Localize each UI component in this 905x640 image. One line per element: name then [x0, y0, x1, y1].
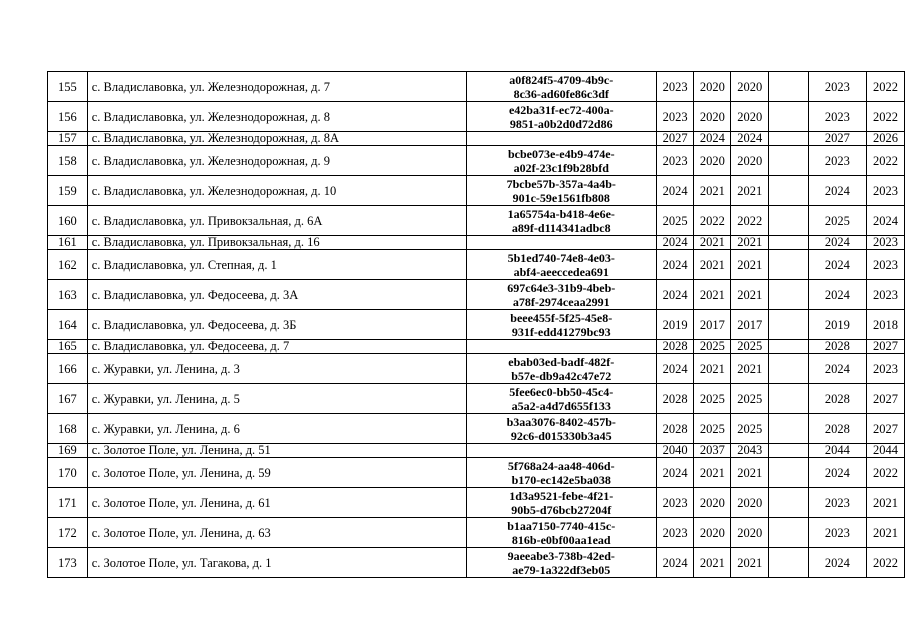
- year-cell-2: 2021: [694, 176, 731, 206]
- year-cell-1: 2024: [656, 176, 694, 206]
- address-cell: с. Журавки, ул. Ленина, д. 3: [87, 354, 466, 384]
- guid-line-2: b170-ec142e5ba038: [511, 472, 611, 487]
- row-number: 166: [48, 354, 88, 384]
- year-cell-1: 2024: [656, 548, 694, 578]
- fias-guid-cell: [466, 206, 656, 236]
- year-cell-1: 2028: [656, 384, 694, 414]
- fias-guid-cell: [466, 176, 656, 206]
- year-cell-4: [769, 488, 808, 518]
- row-number: 167: [48, 384, 88, 414]
- year-cell-3: 2024: [731, 132, 769, 146]
- year-cell-5: 2028: [808, 384, 867, 414]
- year-cell-6: 2023: [867, 354, 905, 384]
- table-row: [48, 176, 905, 206]
- fias-guid-cell: [466, 488, 656, 518]
- row-number: 156: [48, 102, 88, 132]
- guid-line-1: ebab03ed-badf-482f-: [508, 354, 615, 369]
- guid-line-1: 5b1ed740-74e8-4e03-: [507, 250, 615, 265]
- guid-line-2: a02f-23c1f9b28bfd: [513, 160, 609, 175]
- fias-guid-cell: [466, 146, 656, 176]
- table-row: [48, 384, 905, 414]
- year-cell-4: [769, 236, 808, 250]
- year-cell-4: [769, 310, 808, 340]
- row-number: 172: [48, 518, 88, 548]
- year-cell-6: 2022: [867, 72, 905, 102]
- guid-line-2: 90b5-d76bcb27204f: [511, 502, 612, 517]
- year-cell-4: [769, 384, 808, 414]
- row-number: 165: [48, 340, 88, 354]
- year-cell-6: 2021: [867, 488, 905, 518]
- year-cell-1: 2023: [656, 488, 694, 518]
- year-cell-3: 2021: [731, 458, 769, 488]
- year-cell-5: 2023: [808, 102, 867, 132]
- table-row: [48, 414, 905, 444]
- year-cell-2: 2021: [694, 548, 731, 578]
- year-cell-4: [769, 444, 808, 458]
- fias-guid-cell: [466, 354, 656, 384]
- address-cell: с. Владиславовка, ул. Федосеева, д. 3А: [87, 280, 466, 310]
- table-body: [48, 72, 905, 578]
- address-cell: с. Журавки, ул. Ленина, д. 6: [87, 414, 466, 444]
- housing-table: [47, 71, 905, 578]
- row-number: 158: [48, 146, 88, 176]
- year-cell-6: 2024: [867, 206, 905, 236]
- address-cell: с. Владиславовка, ул. Привокзальная, д. 6А: [87, 206, 466, 236]
- year-cell-5: 2024: [808, 236, 867, 250]
- year-cell-1: 2024: [656, 354, 694, 384]
- year-cell-3: 2017: [731, 310, 769, 340]
- table-row: [48, 72, 905, 102]
- table-row: [48, 250, 905, 280]
- year-cell-3: 2020: [731, 72, 769, 102]
- guid-line-1: 1a65754a-b418-4e6e-: [507, 206, 615, 221]
- year-cell-4: [769, 72, 808, 102]
- year-cell-4: [769, 458, 808, 488]
- year-cell-4: [769, 340, 808, 354]
- guid-line-2: 816b-e0bf00aa1ead: [511, 532, 611, 547]
- year-cell-6: 2022: [867, 458, 905, 488]
- table-row: [48, 518, 905, 548]
- year-cell-2: 2020: [694, 488, 731, 518]
- year-cell-2: 2020: [694, 72, 731, 102]
- year-cell-1: 2028: [656, 340, 694, 354]
- year-cell-2: 2037: [694, 444, 731, 458]
- fias-guid-cell: [466, 310, 656, 340]
- year-cell-5: 2024: [808, 280, 867, 310]
- row-number: 155: [48, 72, 88, 102]
- table-row: [48, 132, 905, 146]
- address-cell: с. Владиславовка, ул. Железнодорожная, д. 9: [87, 146, 466, 176]
- year-cell-3: 2025: [731, 384, 769, 414]
- year-cell-4: [769, 176, 808, 206]
- year-cell-1: 2024: [656, 458, 694, 488]
- guid-line-2: abf4-aeeccedea691: [513, 264, 609, 279]
- year-cell-2: 2025: [694, 384, 731, 414]
- year-cell-6: 2027: [867, 384, 905, 414]
- year-cell-1: 2024: [656, 236, 694, 250]
- year-cell-4: [769, 280, 808, 310]
- row-number: 169: [48, 444, 88, 458]
- table-row: [48, 206, 905, 236]
- year-cell-5: 2025: [808, 206, 867, 236]
- year-cell-4: [769, 354, 808, 384]
- year-cell-2: 2021: [694, 280, 731, 310]
- table-row: [48, 146, 905, 176]
- fias-guid-cell: [466, 280, 656, 310]
- fias-guid-cell: [466, 250, 656, 280]
- year-cell-4: [769, 250, 808, 280]
- year-cell-5: 2019: [808, 310, 867, 340]
- table-row: [48, 236, 905, 250]
- fias-guid-cell: [466, 72, 656, 102]
- year-cell-1: 2023: [656, 518, 694, 548]
- guid-line-1: e42ba31f-ec72-400a-: [508, 102, 614, 117]
- address-cell: с. Золотое Поле, ул. Ленина, д. 51: [87, 444, 466, 458]
- year-cell-1: 2019: [656, 310, 694, 340]
- year-cell-1: 2023: [656, 102, 694, 132]
- fias-guid-cell: [466, 458, 656, 488]
- year-cell-6: 2022: [867, 548, 905, 578]
- year-cell-6: 2023: [867, 280, 905, 310]
- address-cell: с. Владиславовка, ул. Железнодорожная, д. 8А: [87, 132, 466, 146]
- year-cell-3: 2021: [731, 176, 769, 206]
- fias-guid-cell: [466, 548, 656, 578]
- fias-guid-cell: [466, 132, 656, 146]
- year-cell-6: 2018: [867, 310, 905, 340]
- guid-line-2: 8c36-ad60fe86c3df: [513, 86, 609, 101]
- year-cell-5: 2024: [808, 250, 867, 280]
- address-cell: с. Владиславовка, ул. Привокзальная, д. 16: [87, 236, 466, 250]
- row-number: 161: [48, 236, 88, 250]
- year-cell-6: 2026: [867, 132, 905, 146]
- year-cell-5: 2023: [808, 146, 867, 176]
- year-cell-4: [769, 518, 808, 548]
- year-cell-3: 2020: [731, 102, 769, 132]
- year-cell-4: [769, 146, 808, 176]
- year-cell-3: 2025: [731, 414, 769, 444]
- year-cell-1: 2024: [656, 280, 694, 310]
- year-cell-5: 2024: [808, 458, 867, 488]
- year-cell-2: 2024: [694, 132, 731, 146]
- year-cell-4: [769, 414, 808, 444]
- address-cell: с. Владиславовка, ул. Степная, д. 1: [87, 250, 466, 280]
- year-cell-6: 2027: [867, 414, 905, 444]
- address-cell: с. Владиславовка, ул. Железнодорожная, д. 10: [87, 176, 466, 206]
- guid-line-1: b3aa3076-8402-457b-: [506, 414, 616, 429]
- row-number: 173: [48, 548, 88, 578]
- table-row: [48, 280, 905, 310]
- fias-guid-cell: [466, 236, 656, 250]
- year-cell-6: 2044: [867, 444, 905, 458]
- table-row: [48, 310, 905, 340]
- year-cell-5: 2024: [808, 176, 867, 206]
- address-cell: с. Владиславовка, ул. Железнодорожная, д. 8: [87, 102, 466, 132]
- year-cell-3: 2021: [731, 280, 769, 310]
- year-cell-3: 2021: [731, 354, 769, 384]
- year-cell-6: 2023: [867, 236, 905, 250]
- year-cell-2: 2020: [694, 102, 731, 132]
- fias-guid-cell: [466, 340, 656, 354]
- year-cell-5: 2024: [808, 548, 867, 578]
- year-cell-2: 2021: [694, 250, 731, 280]
- year-cell-1: 2025: [656, 206, 694, 236]
- year-cell-5: 2023: [808, 518, 867, 548]
- guid-line-1: a0f824f5-4709-4b9c-: [509, 72, 614, 87]
- year-cell-5: 2027: [808, 132, 867, 146]
- table-row: [48, 102, 905, 132]
- year-cell-2: 2022: [694, 206, 731, 236]
- guid-line-1: 9aeeabe3-738b-42ed-: [507, 548, 615, 563]
- year-cell-3: 2020: [731, 488, 769, 518]
- row-number: 159: [48, 176, 88, 206]
- address-cell: с. Золотое Поле, ул. Тагакова, д. 1: [87, 548, 466, 578]
- table-row: [48, 548, 905, 578]
- year-cell-3: 2021: [731, 548, 769, 578]
- fias-guid-cell: [466, 518, 656, 548]
- year-cell-2: 2025: [694, 414, 731, 444]
- year-cell-6: 2027: [867, 340, 905, 354]
- table-row: [48, 354, 905, 384]
- year-cell-1: 2024: [656, 250, 694, 280]
- year-cell-2: 2020: [694, 518, 731, 548]
- year-cell-6: 2021: [867, 518, 905, 548]
- guid-line-2: 931f-edd41279bc93: [511, 324, 611, 339]
- guid-line-2: 92c6-d015330b3a45: [510, 428, 612, 443]
- year-cell-2: 2025: [694, 340, 731, 354]
- address-cell: с. Владиславовка, ул. Федосеева, д. 7: [87, 340, 466, 354]
- address-cell: с. Владиславовка, ул. Железнодорожная, д. 7: [87, 72, 466, 102]
- year-cell-3: 2022: [731, 206, 769, 236]
- guid-line-1: b1aa7150-7740-415c-: [507, 518, 616, 533]
- year-cell-3: 2020: [731, 518, 769, 548]
- year-cell-2: 2021: [694, 236, 731, 250]
- address-cell: с. Золотое Поле, ул. Ленина, д. 63: [87, 518, 466, 548]
- year-cell-2: 2021: [694, 458, 731, 488]
- year-cell-1: 2023: [656, 146, 694, 176]
- fias-guid-cell: [466, 444, 656, 458]
- fias-guid-cell: [466, 414, 656, 444]
- row-number: 163: [48, 280, 88, 310]
- year-cell-2: 2020: [694, 146, 731, 176]
- year-cell-5: 2028: [808, 340, 867, 354]
- guid-line-2: b57e-db9a42c47e72: [511, 368, 612, 383]
- year-cell-3: 2021: [731, 250, 769, 280]
- year-cell-4: [769, 206, 808, 236]
- fias-guid-cell: [466, 384, 656, 414]
- guid-line-2: a89f-d114341adbc8: [511, 220, 611, 235]
- row-number: 170: [48, 458, 88, 488]
- guid-line-2: 9851-a0b2d0d72d86: [509, 116, 613, 131]
- year-cell-5: 2023: [808, 72, 867, 102]
- table-row: [48, 458, 905, 488]
- year-cell-1: 2023: [656, 72, 694, 102]
- year-cell-4: [769, 132, 808, 146]
- guid-line-1: 5f768a24-aa48-406d-: [507, 458, 615, 473]
- address-cell: с. Золотое Поле, ул. Ленина, д. 61: [87, 488, 466, 518]
- guid-line-1: 1d3a9521-febe-4f21-: [509, 488, 614, 503]
- year-cell-6: 2023: [867, 176, 905, 206]
- table-row: [48, 340, 905, 354]
- year-cell-2: 2021: [694, 354, 731, 384]
- year-cell-6: 2022: [867, 102, 905, 132]
- guid-line-1: beee455f-5f25-45e8-: [510, 310, 613, 325]
- year-cell-1: 2027: [656, 132, 694, 146]
- row-number: 164: [48, 310, 88, 340]
- guid-line-1: bcbe073e-e4b9-474e-: [507, 146, 615, 161]
- address-cell: с. Владиславовка, ул. Федосеева, д. 3Б: [87, 310, 466, 340]
- year-cell-3: 2025: [731, 340, 769, 354]
- year-cell-5: 2024: [808, 354, 867, 384]
- row-number: 168: [48, 414, 88, 444]
- year-cell-6: 2023: [867, 250, 905, 280]
- fias-guid-cell: [466, 102, 656, 132]
- guid-line-1: 7bcbe57b-357a-4a4b-: [506, 176, 616, 191]
- row-number: 171: [48, 488, 88, 518]
- year-cell-3: 2021: [731, 236, 769, 250]
- row-number: 162: [48, 250, 88, 280]
- guid-line-2: ae79-1a322df3eb05: [512, 562, 611, 577]
- year-cell-5: 2028: [808, 414, 867, 444]
- year-cell-5: 2023: [808, 488, 867, 518]
- year-cell-4: [769, 102, 808, 132]
- year-cell-1: 2040: [656, 444, 694, 458]
- year-cell-3: 2020: [731, 146, 769, 176]
- guid-line-2: a5a2-a4d7d655f133: [511, 398, 611, 413]
- year-cell-3: 2043: [731, 444, 769, 458]
- table-row: [48, 488, 905, 518]
- year-cell-6: 2022: [867, 146, 905, 176]
- guid-line-1: 697c64e3-31b9-4beb-: [507, 280, 616, 295]
- year-cell-5: 2044: [808, 444, 867, 458]
- row-number: 157: [48, 132, 88, 146]
- year-cell-1: 2028: [656, 414, 694, 444]
- address-cell: с. Золотое Поле, ул. Ленина, д. 59: [87, 458, 466, 488]
- table-row: [48, 444, 905, 458]
- guid-line-2: a78f-2974ceaa2991: [512, 294, 610, 309]
- guid-line-2: 901c-59e1561fb808: [512, 190, 610, 205]
- guid-line-1: 5fee6ec0-bb50-45c4-: [509, 384, 614, 399]
- year-cell-2: 2017: [694, 310, 731, 340]
- year-cell-4: [769, 548, 808, 578]
- address-cell: с. Журавки, ул. Ленина, д. 5: [87, 384, 466, 414]
- row-number: 160: [48, 206, 88, 236]
